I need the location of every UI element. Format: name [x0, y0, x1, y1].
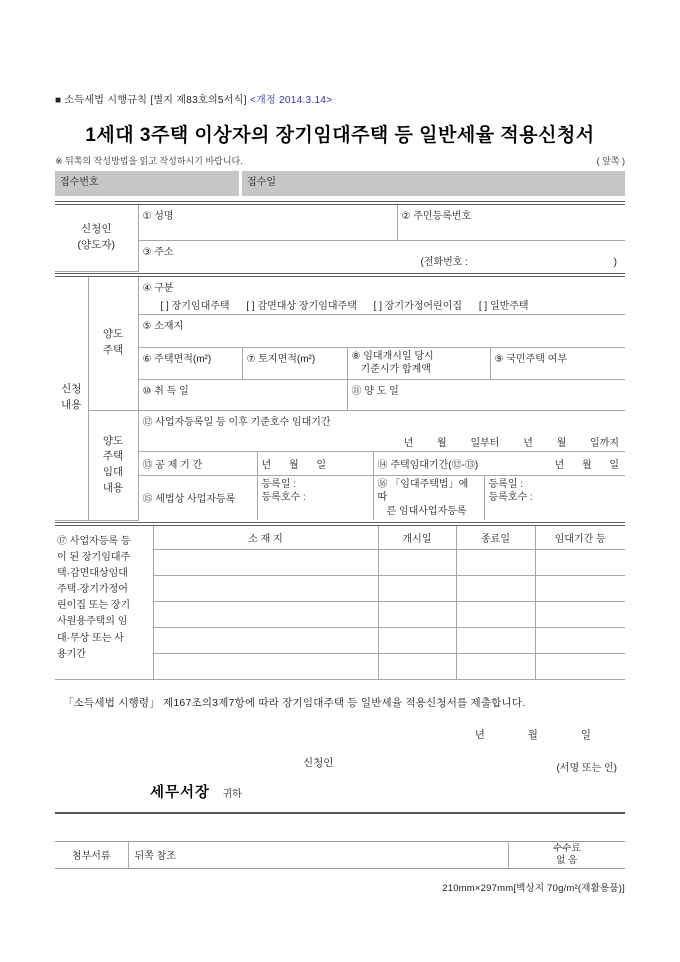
declaration-date-line: 년 월 일: [474, 729, 591, 741]
house-area-label: ⑥ 주택면적(m²): [142, 353, 212, 365]
location-label: ⑤ 소재지: [142, 320, 184, 332]
rental-section-label: [88, 410, 138, 520]
rental-law-line2: 른 임대사업자등록: [386, 505, 467, 517]
rental-law-registration-label-cell: [373, 475, 484, 520]
rrn-label: ② 주민등록번호: [401, 211, 472, 222]
deduction-field[interactable]: [138, 451, 257, 475]
deduction-value: 년 월 일: [261, 459, 327, 471]
recipient-title: 세무서장: [150, 785, 211, 801]
applicant-section-line2: (양도자): [77, 238, 115, 251]
transfer-house-line1: 양도: [102, 328, 124, 341]
rental-section-line2: 주택: [102, 450, 124, 463]
start-date-cell[interactable]: [378, 654, 456, 680]
checkbox-option-general-house[interactable]: [ ] 일반주택: [478, 300, 529, 312]
sign-or-seal-label: (서명 또는 인): [556, 763, 617, 774]
end-date-cell[interactable]: [456, 654, 535, 680]
rental-history-label-line: 주택·장기가정어: [57, 584, 128, 596]
land-area-label: ⑦ 토지면적(m²): [246, 353, 316, 365]
regulation-line: [55, 91, 625, 106]
rental-history-label-line: 용기간: [57, 648, 86, 660]
rrn-field[interactable]: [397, 205, 625, 240]
location-cell[interactable]: [153, 602, 378, 628]
revision-note: <개정 2014.3.14>: [249, 95, 333, 106]
request-section-line1: 신청: [61, 383, 82, 396]
request-table: [55, 277, 625, 521]
fee-label: 수수료: [552, 843, 581, 854]
rental-section-line4: 내용: [102, 481, 124, 494]
location-cell[interactable]: [153, 576, 378, 602]
land-area-field[interactable]: [242, 347, 347, 379]
bottom-divider: [55, 812, 625, 814]
regulation-reference: ■ 소득세법 시행규칙 [별지 제83호의5서식]: [55, 95, 247, 106]
base-price-line1: ⑧ 임대개시일 당시: [351, 350, 434, 362]
tax-registration-label: ⑮ 세법상 사업자등록: [142, 494, 236, 506]
rental-period-value: 년 월 일부터 년 월 일까지: [403, 437, 620, 449]
name-label: ① 성명: [142, 211, 174, 222]
national-house-label: ⑨ 국민주택 여부: [494, 353, 567, 365]
attachment-label: 첨부서류: [55, 842, 128, 869]
rental-period-cell[interactable]: [535, 628, 625, 654]
phone-close-paren: ): [613, 257, 617, 268]
rental-period-label: ⑫ 사업자등록일 등 이후 기준호수 임대기간: [142, 416, 331, 428]
recipient-line: [150, 781, 625, 802]
request-section-label: [55, 277, 88, 521]
rental-period-cell[interactable]: [535, 654, 625, 680]
rental-history-label-line: ⑰ 사업자등록 등: [57, 535, 131, 547]
base-price-line2: 기준시가 합계액: [360, 364, 431, 375]
receipt-number-cell[interactable]: [55, 171, 239, 196]
receipt-date-cell[interactable]: [242, 171, 625, 196]
col-header-rental-period: 임대기간 등: [535, 526, 625, 550]
rental-history-label-line: 이 된 장기임대주: [57, 551, 131, 563]
rental-history-table: [55, 526, 625, 681]
start-date-cell[interactable]: [378, 576, 456, 602]
category-options: [143, 297, 622, 312]
house-rental-value: 년 월 일: [554, 459, 620, 471]
checkbox-option-reduction-rental[interactable]: [ ] 감면대상 장기임대주택: [246, 300, 357, 312]
fee-cell: [508, 842, 625, 869]
law-reg-date-label: 등록일 :: [488, 478, 524, 490]
transfer-date-field[interactable]: [347, 379, 625, 410]
form-title: 1세대 3주택 이상자의 장기임대주택 등 일반세율 적용신청서: [85, 125, 595, 146]
rental-law-line1: ⑯ 「임대주택법」에 따: [377, 478, 469, 503]
rental-section-line1: 양도: [102, 434, 124, 447]
rental-period-cell[interactable]: [535, 576, 625, 602]
tax-reg-date-label: 등록일 :: [261, 478, 297, 490]
paper-spec-note: 210mm×297mm[백상지 70g/m²(재활용품)]: [442, 882, 625, 894]
acquisition-date-field[interactable]: [138, 379, 347, 410]
declaration-text: 「소득세법 시행령」 제167조의3제7항에 따라 장기임대주택 등 일반세율 적용신청서를 제출합니다.: [63, 697, 526, 709]
house-rental-label: ⑭ 주택임대기간(⑫-⑬): [377, 459, 479, 471]
col-header-end-date: 종료일: [456, 526, 535, 550]
col-header-start-date: 개시일: [378, 526, 456, 550]
transfer-house-label: [88, 277, 138, 411]
instruction-note: ※ 뒤쪽의 작성방법을 읽고 작성하시기 바랍니다.: [55, 156, 243, 166]
col-header-location: 소 재 지: [153, 526, 378, 550]
address-field[interactable]: [138, 240, 625, 271]
base-price-field[interactable]: [347, 347, 490, 379]
rental-history-label-line: 대·무상 또는 사: [57, 632, 124, 644]
applicant-table: [55, 205, 625, 272]
acquisition-date-label: ⑩ 취 득 일: [142, 385, 189, 397]
deduction-value-field[interactable]: [257, 451, 373, 475]
attachment-table: [55, 841, 625, 869]
checkbox-option-daycare[interactable]: [ ] 장기가정어린이집: [373, 300, 463, 312]
attachment-value: 뒤쪽 참조: [128, 842, 508, 869]
signature-row: [55, 755, 625, 774]
transfer-house-line2: 주택: [102, 344, 124, 356]
rental-period-cell[interactable]: [535, 550, 625, 576]
request-section-line2: 내용: [61, 399, 82, 411]
start-date-cell[interactable]: [378, 602, 456, 628]
deduction-label: ⑬ 공 제 기 간: [142, 459, 203, 471]
rental-history-label-line: 사원용주택의 임: [57, 616, 128, 628]
tax-registration-values[interactable]: [257, 475, 373, 520]
checkbox-option-long-term-rental[interactable]: [ ] 장기임대주택: [160, 300, 230, 312]
national-house-field[interactable]: [490, 347, 625, 379]
end-date-cell[interactable]: [456, 628, 535, 654]
page-side-marker: ( 앞쪽 ): [596, 156, 625, 166]
category-field: [138, 277, 625, 315]
instruction-row: [55, 154, 625, 167]
end-date-cell[interactable]: [456, 550, 535, 576]
receipt-number-label: 접수번호: [60, 177, 99, 188]
address-label: ③ 주소: [142, 246, 174, 258]
location-cell[interactable]: [153, 628, 378, 654]
rental-period-field[interactable]: [138, 410, 625, 451]
start-date-cell[interactable]: [378, 628, 456, 654]
end-date-cell[interactable]: [456, 602, 535, 628]
applicant-section-line1: 신청인: [81, 223, 112, 235]
end-date-cell[interactable]: [456, 576, 535, 602]
start-date-cell[interactable]: [378, 550, 456, 576]
location-cell[interactable]: [153, 654, 378, 680]
rental-law-registration-values[interactable]: [484, 475, 625, 520]
rental-history-label: [55, 526, 153, 680]
rental-section-line3: 임대: [102, 466, 124, 478]
rental-history-label-line: 린이집 또는 장기: [57, 600, 131, 612]
receipt-date-label: 접수일: [247, 177, 276, 188]
recipient-suffix: 귀하: [222, 789, 242, 800]
location-field[interactable]: [138, 314, 625, 347]
law-reg-count-label: 등록호수 :: [488, 492, 533, 503]
location-cell[interactable]: [153, 550, 378, 576]
applicant-signature-label: 신청인: [303, 757, 334, 769]
transfer-date-label: ⑪ 양 도 일: [351, 385, 399, 397]
receipt-bar: [55, 171, 625, 196]
applicant-section-label: [55, 205, 138, 271]
rental-history-label-line: 택·감면대상임대: [57, 567, 128, 579]
category-label: ④ 구분: [142, 282, 174, 294]
name-field[interactable]: [138, 205, 397, 240]
tax-reg-count-label: 등록호수 :: [261, 492, 306, 503]
phone-label: (전화번호 :: [420, 257, 469, 268]
house-area-field[interactable]: [138, 347, 242, 379]
house-rental-period-field[interactable]: [373, 451, 625, 475]
fee-value: 없 음: [556, 854, 578, 866]
rental-period-cell[interactable]: [535, 602, 625, 628]
tax-registration-field: [138, 475, 257, 520]
